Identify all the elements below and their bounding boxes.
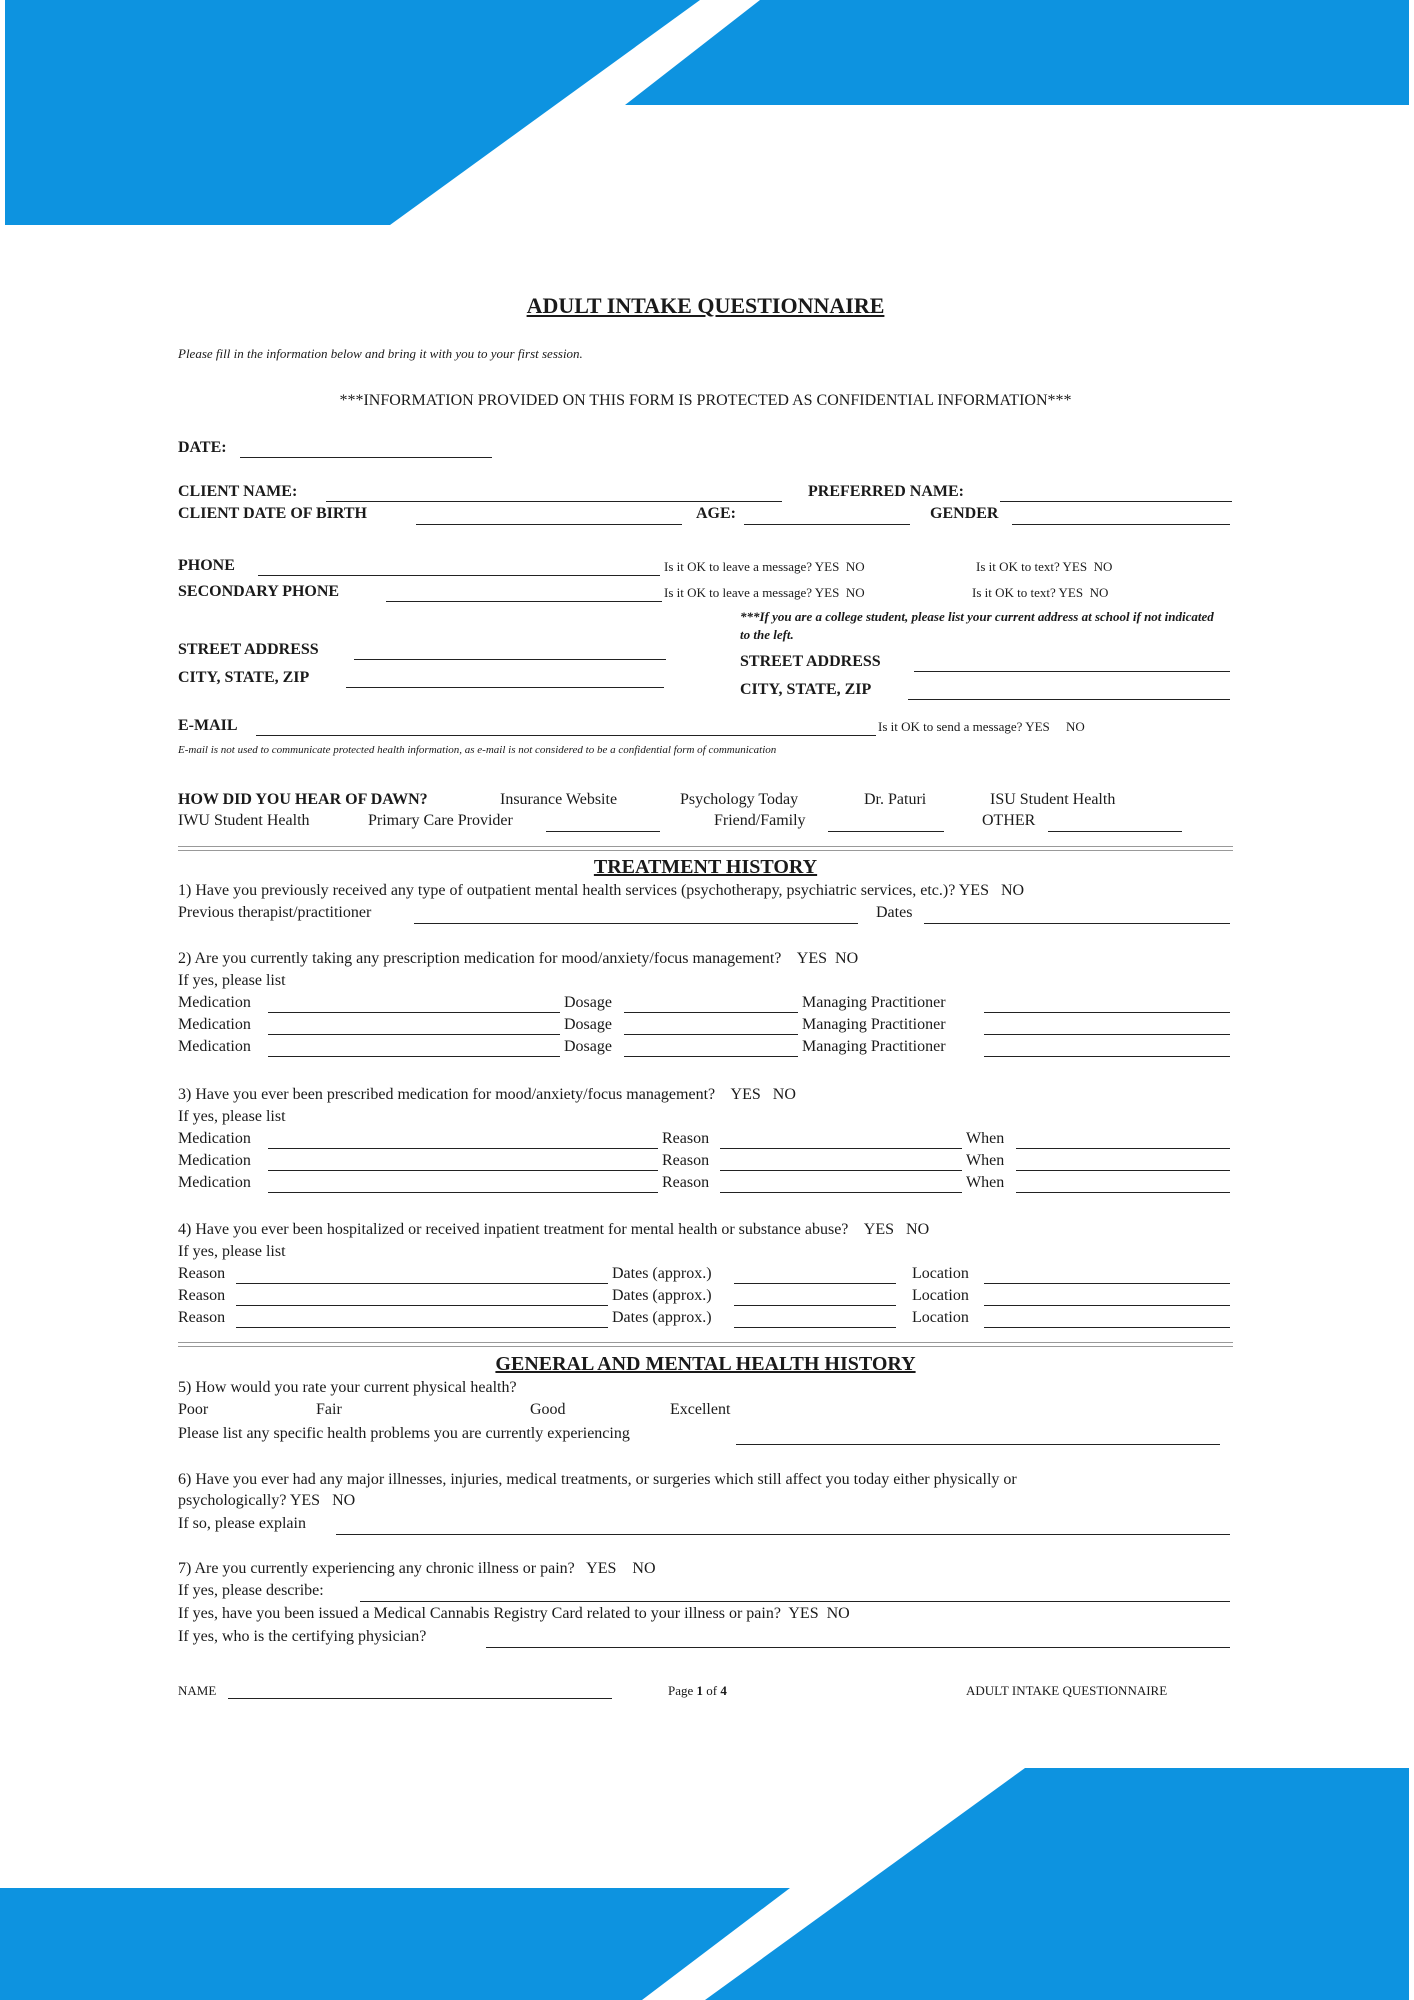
certifying-physician-field[interactable] (486, 1646, 1230, 1648)
email-message-question (878, 717, 1085, 737)
cannabis-no[interactable]: NO (826, 1605, 850, 1622)
option-dr-paturi[interactable]: Dr. Paturi (864, 791, 927, 808)
school-city-state-zip-label: CITY, STATE, ZIP (740, 681, 872, 698)
q3-medication-field[interactable] (268, 1147, 658, 1149)
gender-label: GENDER (930, 505, 999, 522)
q1-yes[interactable]: YES (958, 882, 989, 899)
email-label: E-MAIL (178, 717, 238, 734)
text-question-text: Is it OK to text? (972, 585, 1056, 600)
message-question-text: Is it OK to leave a message? (664, 559, 813, 574)
q4-location-field[interactable] (984, 1326, 1230, 1328)
bottom-right-blue-shape (705, 1768, 1409, 2000)
question-7 (178, 1559, 656, 1579)
section-divider (178, 1342, 1233, 1347)
secondary-message-no[interactable]: NO (845, 585, 865, 600)
school-city-state-zip-field[interactable] (908, 698, 1230, 700)
q7-physician-label: If yes, who is the certifying physician? (178, 1628, 427, 1645)
email-question-text: Is it OK to send a message? (878, 719, 1023, 734)
q2-medication-field[interactable] (268, 1033, 560, 1035)
q2-managing-practitioner-label: Managing Practitioner (802, 1038, 946, 1055)
text-question-text: Is it OK to text? (976, 559, 1060, 574)
q2-managing-practitioner-field[interactable] (984, 1011, 1230, 1013)
q2-dosage-label: Dosage (564, 1038, 612, 1055)
q4-reason-label: Reason (178, 1265, 226, 1282)
footer-doc-title: ADULT INTAKE QUESTIONNAIRE (966, 1683, 1168, 1698)
q3-medication-label: Medication (178, 1174, 251, 1191)
q4-reason-field[interactable] (236, 1326, 608, 1328)
other-source-field[interactable] (1048, 830, 1182, 832)
q1-no[interactable]: NO (1000, 882, 1025, 899)
phone-message-question (664, 557, 865, 577)
option-primary-care-provider[interactable]: Primary Care Provider (368, 812, 513, 829)
q2-medication-label: Medication (178, 1038, 251, 1055)
q2-dosage-field[interactable] (624, 1033, 798, 1035)
q7-describe-label: If yes, please describe: (178, 1582, 324, 1599)
question-6-text: psychologically? (178, 1492, 287, 1509)
secondary-message-question (664, 583, 865, 603)
email-note: E-mail is not used to communicate protected health information, as e-mail is not considered to be a confidential form of communication (178, 744, 777, 756)
q3-when-field[interactable] (1016, 1169, 1230, 1171)
question-2-text: 2) Are you currently taking any prescription medication for mood/anxiety/focus management? (178, 950, 782, 967)
q6-explain-field[interactable] (336, 1533, 1230, 1535)
street-address-label: STREET ADDRESS (178, 641, 319, 658)
email-field[interactable] (256, 734, 876, 736)
q4-if-yes: If yes, please list (178, 1243, 286, 1260)
q7-describe-field[interactable] (360, 1600, 1230, 1602)
referral-source-row-1 (178, 791, 1233, 811)
q3-reason-field[interactable] (720, 1147, 962, 1149)
secondary-text-yes[interactable]: YES (1058, 585, 1084, 600)
question-7-text: 7) Are you currently experiencing any chronic illness or pain? (178, 1560, 575, 1577)
q3-no[interactable]: NO (772, 1086, 796, 1103)
q2-dosage-label: Dosage (564, 994, 612, 1011)
q3-when-field[interactable] (1016, 1147, 1230, 1149)
option-iwu-student-health[interactable]: IWU Student Health (178, 812, 310, 829)
q4-reason-label: Reason (178, 1287, 226, 1304)
q6-explain-label: If so, please explain (178, 1515, 306, 1532)
page-number (668, 1681, 727, 1701)
q4-dates-approx-field[interactable] (734, 1326, 896, 1328)
health-problems-field[interactable] (736, 1443, 1220, 1445)
question-6-line-2 (178, 1491, 355, 1511)
q2-medication-field[interactable] (268, 1055, 560, 1057)
footer-name-label: NAME (178, 1683, 217, 1698)
form-title: ADULT INTAKE QUESTIONNAIRE (526, 293, 885, 318)
phone-label: PHONE (178, 557, 235, 574)
date-label: DATE: (178, 439, 227, 456)
client-name-label: CLIENT NAME: (178, 483, 298, 500)
q4-dates-approx-field[interactable] (734, 1304, 896, 1306)
section-divider (178, 846, 1233, 851)
option-isu-student-health[interactable]: ISU Student Health (990, 791, 1116, 808)
dob-label: CLIENT DATE OF BIRTH (178, 505, 367, 522)
q6-no[interactable]: NO (332, 1492, 356, 1509)
question-6-line-1: 6) Have you ever had any major illnesses, injuries, medical treatments, or surgeries which still affect you today either physically or (178, 1471, 1017, 1488)
confidential-notice: ***INFORMATION PROVIDED ON THIS FORM IS PROTECTED AS CONFIDENTIAL INFORMATION*** (339, 392, 1072, 409)
cannabis-yes[interactable]: YES (788, 1605, 819, 1622)
q3-when-label: When (966, 1174, 1005, 1191)
question-3 (178, 1085, 796, 1105)
previous-therapist-label: Previous therapist/practitioner (178, 904, 372, 921)
q4-yes[interactable]: YES (863, 1221, 895, 1238)
friend-family-field[interactable] (828, 830, 944, 832)
q4-location-label: Location (912, 1287, 969, 1304)
q4-dates-approx-label: Dates (approx.) (612, 1265, 712, 1282)
rating-good[interactable]: Good (530, 1401, 566, 1418)
q3-medication-label: Medication (178, 1130, 251, 1147)
q4-dates-approx-label: Dates (approx.) (612, 1287, 712, 1304)
q4-reason-field[interactable] (236, 1282, 608, 1284)
question-1 (178, 881, 1024, 901)
q3-medication-field[interactable] (268, 1169, 658, 1171)
q2-dosage-field[interactable] (624, 1055, 798, 1057)
q4-no[interactable]: NO (906, 1221, 930, 1238)
page-current: 1 (696, 1683, 704, 1698)
q4-reason-label: Reason (178, 1309, 226, 1326)
q6-yes[interactable]: YES (289, 1492, 321, 1509)
q3-reason-field[interactable] (720, 1191, 962, 1193)
age-field[interactable] (744, 523, 910, 525)
q3-reason-field[interactable] (720, 1169, 962, 1171)
q7-cannabis-question (178, 1604, 850, 1624)
treatment-history-heading: TREATMENT HISTORY (593, 856, 818, 878)
age-label: AGE: (696, 505, 736, 522)
question-5: 5) How would you rate your current physical health? (178, 1379, 517, 1396)
hear-label: HOW DID YOU HEAR OF DAWN? (178, 791, 428, 808)
top-right-blue-shape (625, 0, 1409, 105)
q3-reason-label: Reason (662, 1152, 710, 1169)
q3-reason-label: Reason (662, 1174, 710, 1191)
q2-managing-practitioner-field[interactable] (984, 1033, 1230, 1035)
q3-medication-field[interactable] (268, 1191, 658, 1193)
q2-dosage-field[interactable] (624, 1011, 798, 1013)
city-state-zip-field[interactable] (346, 686, 664, 688)
phone-text-no[interactable]: NO (1093, 559, 1113, 574)
question-4-text: 4) Have you ever been hospitalized or received inpatient treatment for mental health or substance abuse? (178, 1221, 849, 1238)
option-psychology-today[interactable]: Psychology Today (680, 791, 799, 808)
phone-field[interactable] (258, 574, 660, 576)
q2-no[interactable]: NO (835, 950, 859, 967)
q2-managing-practitioner-field[interactable] (984, 1055, 1230, 1057)
city-state-zip-label: CITY, STATE, ZIP (178, 669, 310, 686)
general-history-heading: GENERAL AND MENTAL HEALTH HISTORY (495, 1353, 916, 1375)
q3-yes[interactable]: YES (730, 1086, 761, 1103)
secondary-phone-field[interactable] (386, 600, 662, 602)
secondary-text-no[interactable]: NO (1089, 585, 1109, 600)
secondary-message-yes[interactable]: YES (814, 585, 840, 600)
q2-medication-label: Medication (178, 1016, 251, 1033)
page-total: 4 (720, 1683, 727, 1698)
q3-when-label: When (966, 1152, 1005, 1169)
q5-health-problems-label: Please list any specific health problems you are currently experiencing (178, 1425, 630, 1442)
date-field[interactable] (240, 456, 492, 458)
referral-source-row-2 (178, 812, 1233, 832)
q3-when-field[interactable] (1016, 1191, 1230, 1193)
phone-message-yes[interactable]: YES (814, 559, 840, 574)
q3-reason-label: Reason (662, 1130, 710, 1147)
q3-if-yes: If yes, please list (178, 1108, 286, 1125)
q3-medication-label: Medication (178, 1152, 251, 1169)
dob-field[interactable] (416, 523, 682, 525)
message-question-text: Is it OK to leave a message? (664, 585, 813, 600)
question-1-text: 1) Have you previously received any type of outpatient mental health services (psychotherapy, psychiatric services, etc.)? (178, 882, 956, 899)
rating-poor[interactable]: Poor (178, 1401, 209, 1418)
gender-field[interactable] (1012, 523, 1230, 525)
q2-medication-label: Medication (178, 994, 251, 1011)
q7-no[interactable]: NO (632, 1560, 656, 1577)
q4-location-field[interactable] (984, 1304, 1230, 1306)
secondary-phone-label: SECONDARY PHONE (178, 583, 340, 600)
health-rating-options (178, 1401, 1233, 1421)
q2-managing-practitioner-label: Managing Practitioner (802, 994, 946, 1011)
rating-excellent[interactable]: Excellent (670, 1401, 731, 1418)
q7-yes[interactable]: YES (586, 1560, 617, 1577)
page-of: of (703, 1683, 721, 1698)
q2-dosage-label: Dosage (564, 1016, 612, 1033)
preferred-name-field[interactable] (1000, 500, 1232, 502)
client-name-field[interactable] (326, 500, 782, 502)
q2-if-yes: If yes, please list (178, 972, 286, 989)
phone-text-yes[interactable]: YES (1062, 559, 1088, 574)
preferred-name-label: PREFERRED NAME: (808, 483, 964, 500)
question-2 (178, 949, 858, 969)
phone-message-no[interactable]: NO (845, 559, 865, 574)
q1-dates-label: Dates (876, 904, 913, 921)
school-street-address-field[interactable] (914, 670, 1230, 672)
footer-name-field[interactable] (228, 1697, 612, 1699)
top-left-blue-shape (5, 0, 700, 225)
option-friend-family[interactable]: Friend/Family (714, 812, 806, 829)
email-message-no[interactable]: NO (1066, 719, 1085, 734)
college-student-note: ***If you are a college student, please list your current address at school if not indicated to the left. (740, 609, 1214, 642)
q4-dates-approx-label: Dates (approx.) (612, 1309, 712, 1326)
q4-location-field[interactable] (984, 1282, 1230, 1284)
q2-managing-practitioner-label: Managing Practitioner (802, 1016, 946, 1033)
q4-location-label: Location (912, 1265, 969, 1282)
street-address-field[interactable] (354, 658, 666, 660)
secondary-text-question (972, 583, 1108, 603)
form-instruction: Please fill in the information below and bring it with you to your first session. (178, 346, 583, 361)
phone-text-question (976, 557, 1112, 577)
rating-fair[interactable]: Fair (316, 1401, 342, 1418)
question-3-text: 3) Have you ever been prescribed medication for mood/anxiety/focus management? (178, 1086, 716, 1103)
school-street-address-label: STREET ADDRESS (740, 653, 881, 670)
previous-therapist-field[interactable] (414, 922, 858, 924)
q4-location-label: Location (912, 1309, 969, 1326)
option-other[interactable]: OTHER (982, 812, 1036, 829)
question-4 (178, 1220, 929, 1240)
q3-when-label: When (966, 1130, 1005, 1147)
q1-dates-field[interactable] (924, 922, 1230, 924)
cannabis-question-text: If yes, have you been issued a Medical Cannabis Registry Card related to your illness or pain? (178, 1605, 781, 1622)
option-insurance-website[interactable]: Insurance Website (500, 791, 618, 808)
bottom-left-blue-shape (0, 1888, 790, 2000)
q4-reason-field[interactable] (236, 1304, 608, 1306)
page-prefix: Page (668, 1683, 697, 1698)
q4-dates-approx-field[interactable] (734, 1282, 896, 1284)
email-message-yes[interactable]: YES (1025, 719, 1050, 734)
q2-yes[interactable]: YES (796, 950, 828, 967)
primary-care-provider-field[interactable] (546, 830, 660, 832)
q2-medication-field[interactable] (268, 1011, 560, 1013)
